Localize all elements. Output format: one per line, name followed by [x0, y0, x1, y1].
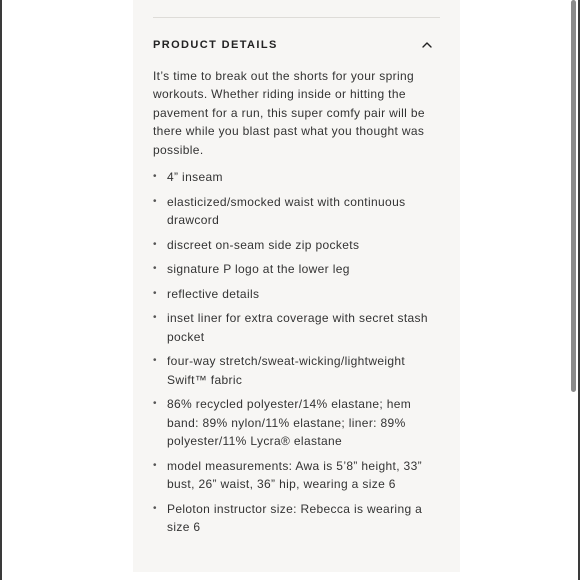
scrollbar-thumb[interactable]: [571, 0, 576, 392]
feature-text: discreet on-seam side zip pockets: [167, 237, 360, 252]
bullet-icon: •: [153, 195, 157, 207]
bullet-icon: •: [153, 502, 157, 514]
section-divider: [153, 17, 440, 18]
feature-text: model measurements: Awa is 5’8” height, 33” bust, 26” waist, 36” hip, wearing a size 6: [167, 458, 422, 492]
feature-text: inset liner for extra coverage with secret stash pocket: [167, 311, 428, 344]
product-description: It’s time to break out the shorts for your spring workouts. Whether riding inside or hitting the pavement for a run, this super comfy pair will be there while you blast past what you thought was possible.: [153, 69, 425, 157]
feature-text: four-way stretch/sweat-wicking/lightweight Swift™ fabric: [167, 354, 406, 387]
feature-list-item: [153, 285, 445, 303]
feature-list-item: [153, 500, 445, 537]
feature-list-item: [153, 309, 445, 346]
feature-text: 86% recycled polyester/14% elastane; hem band: 89% nylon/11% elastane; liner: 89% polyester/11% Lycra® elastane: [167, 397, 412, 449]
window-left-border: [0, 0, 2, 580]
feature-text: reflective details: [167, 286, 260, 301]
feature-list-item: [153, 193, 445, 230]
feature-list: [153, 168, 445, 537]
bullet-icon: •: [153, 238, 157, 250]
section-title: PRODUCT DETAILS: [153, 39, 278, 51]
feature-list-item: [153, 168, 445, 186]
product-details-content: [153, 67, 445, 543]
feature-list-item: [153, 236, 445, 254]
feature-list-item: [153, 457, 445, 494]
feature-text: signature P logo at the lower leg: [167, 262, 350, 277]
bullet-icon: •: [153, 263, 157, 275]
bullet-icon: •: [153, 287, 157, 299]
feature-text: elasticized/smocked waist with continuous drawcord: [167, 194, 406, 228]
bullet-icon: •: [153, 355, 157, 367]
bullet-icon: •: [153, 171, 157, 183]
bullet-icon: •: [153, 312, 157, 324]
feature-list-item: [153, 260, 445, 278]
chevron-up-icon[interactable]: [422, 40, 432, 50]
bullet-icon: •: [153, 398, 157, 410]
feature-text: 4” inseam: [167, 170, 223, 185]
feature-text: Peloton instructor size: Rebecca is wearing a size 6: [167, 501, 423, 535]
bullet-icon: •: [153, 459, 157, 471]
product-details-panel: [133, 0, 460, 572]
product-details-accordion-header[interactable]: [153, 36, 440, 56]
feature-list-item: [153, 352, 445, 389]
feature-list-item: [153, 395, 445, 450]
